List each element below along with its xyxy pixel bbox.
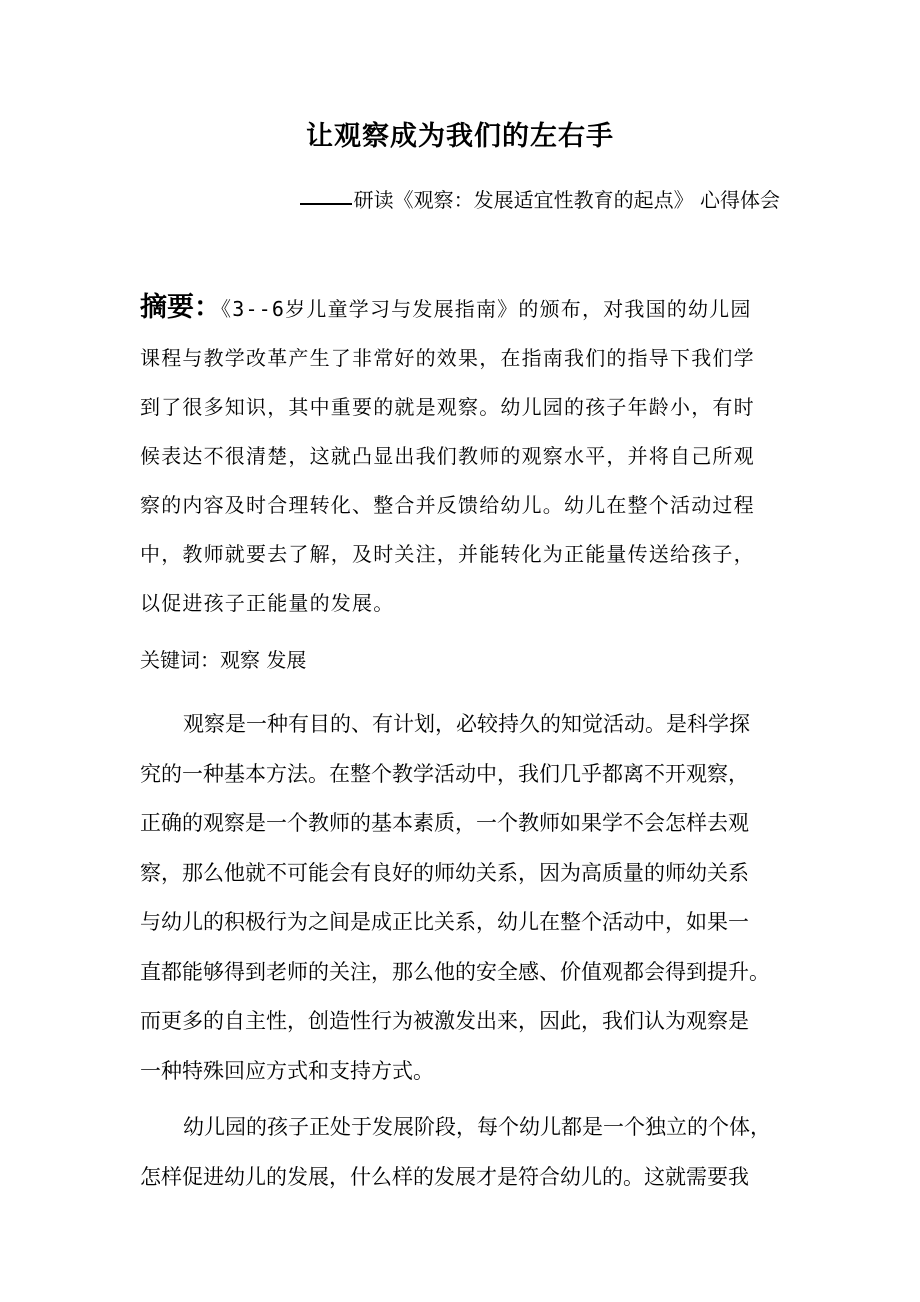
body-paragraph-1 [140, 700, 790, 1096]
paragraph-line: 幼儿园的孩子正处于发展阶段，每个幼儿都是一个独立的个体， [183, 1115, 771, 1139]
abstract-line: 候表达不很清楚，这就凸显出我们教师的观察水平，并将自己所观 [140, 444, 755, 468]
keywords: 关键词：观察 发展 [140, 648, 307, 672]
paragraph-line: 怎样促进幼儿的发展，什么样的发展才是符合幼儿的。这就需要我 [140, 1164, 749, 1189]
paragraph-line: 正确的观察是一个教师的基本素质，一个教师如果学不会怎样去观 [140, 811, 749, 835]
abstract-line: 课程与教学改革产生了非常好的效果，在指南我们的指导下我们学 [140, 346, 755, 370]
abstract-line: 以促进孩子正能量的发展。 [140, 591, 395, 615]
abstract-line: 中，教师就要去了解，及时关注，并能转化为正能量传送给孩子， [140, 542, 755, 566]
fill-in-blank [300, 203, 352, 205]
paragraph-line: 而更多的自主性，创造性行为被激发出来，因此，我们认为观察是 [140, 1009, 749, 1033]
abstract-text: 《3--6岁儿童学习与发展指南》的颁布，对我国的幼儿园 [221, 297, 752, 321]
body-paragraph-2 [140, 1103, 790, 1202]
paragraph-line: 究的一种基本方法。在整个教学活动中，我们几乎都离不开观察， [140, 761, 749, 786]
document-title: 让观察成为我们的左右手 [306, 121, 614, 152]
paragraph-line: 察，那么他就不可能会有良好的师幼关系，因为高质量的师幼关系 [140, 860, 749, 885]
abstract-label: 摘要： [140, 292, 221, 323]
paragraph-line: 观察是一种有目的、有计划，必较持久的知觉活动。是科学探 [183, 712, 750, 736]
subtitle-text: 研读《观察：发展适宜性教育的起点》 心得体会 [353, 188, 780, 212]
abstract-section [140, 283, 774, 628]
paragraph-line: 直都能够得到老师的关注，那么他的安全感、价值观都会得到提升。 [140, 959, 770, 984]
abstract-line: 察的内容及时合理转化、整合并反馈给幼儿。幼儿在整个活动过程 [140, 493, 755, 517]
abstract-line [140, 283, 774, 334]
paragraph-line: 一种特殊回应方式和支持方式。 [140, 1058, 434, 1083]
document-subtitle [300, 184, 780, 213]
paragraph-line: 与幼儿的积极行为之间是成正比关系，幼儿在整个活动中，如果一 [140, 910, 749, 934]
abstract-line: 到了很多知识，其中重要的就是观察。幼儿园的孩子年龄小，有时 [140, 395, 755, 419]
